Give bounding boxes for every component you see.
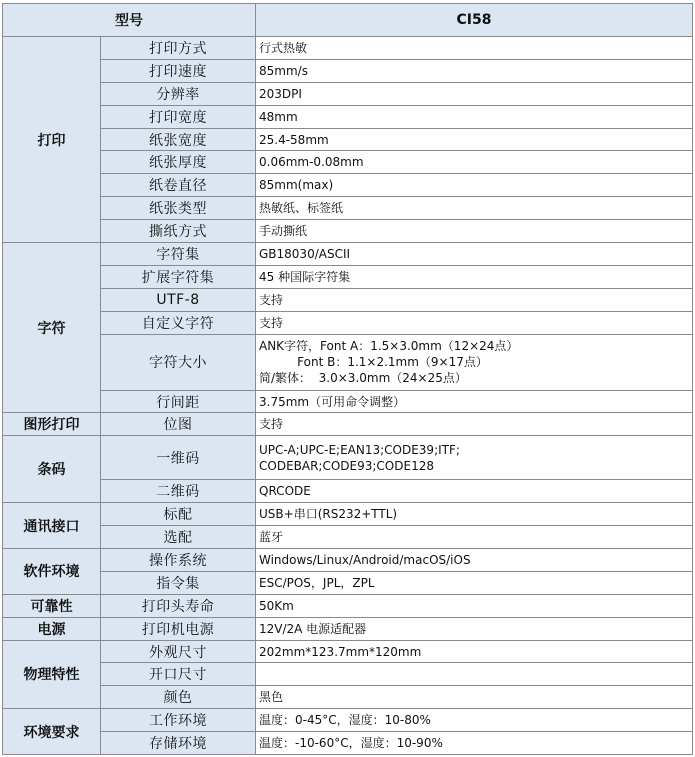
spec-value bbox=[256, 663, 693, 686]
spec-label: 工作环境 bbox=[101, 709, 256, 732]
spec-value: 行式热敏 bbox=[256, 37, 693, 60]
spec-label: 指令集 bbox=[101, 571, 256, 594]
category-environment: 环境要求 bbox=[3, 709, 101, 755]
spec-label: 选配 bbox=[101, 526, 256, 549]
category-software: 软件环境 bbox=[3, 549, 101, 595]
spec-label: 打印头寿命 bbox=[101, 594, 256, 617]
spec-label: 行间距 bbox=[101, 390, 256, 413]
spec-label: 标配 bbox=[101, 503, 256, 526]
spec-value: QRCODE bbox=[256, 480, 693, 503]
spec-value: 支持 bbox=[256, 288, 693, 311]
spec-value: 85mm(max) bbox=[256, 174, 693, 197]
spec-label: 打印方式 bbox=[101, 37, 256, 60]
value-line: Font B：1.1×2.1mm（9×17点） bbox=[259, 355, 488, 370]
spec-value: 支持 bbox=[256, 413, 693, 436]
spec-value: 25.4-58mm bbox=[256, 128, 693, 151]
spec-value: GB18030/ASCII bbox=[256, 243, 693, 266]
spec-value: 203DPI bbox=[256, 82, 693, 105]
spec-value: ESC/POS，JPL，ZPL bbox=[256, 571, 693, 594]
value-line: UPC-A;UPC-E;EAN13;CODE39;ITF; bbox=[259, 442, 460, 457]
spec-label: 操作系统 bbox=[101, 549, 256, 572]
spec-label: 分辨率 bbox=[101, 82, 256, 105]
spec-value: 温度：0-45°C，湿度：10-80% bbox=[256, 709, 693, 732]
spec-label: 颜色 bbox=[101, 686, 256, 709]
spec-label: 字符集 bbox=[101, 243, 256, 266]
spec-value-1d-code bbox=[256, 436, 693, 480]
spec-label: 纸张厚度 bbox=[101, 151, 256, 174]
spec-value: 支持 bbox=[256, 311, 693, 334]
spec-label: 纸卷直径 bbox=[101, 174, 256, 197]
spec-label: 二维码 bbox=[101, 480, 256, 503]
spec-label: 一维码 bbox=[101, 436, 256, 480]
spec-label: 开口尺寸 bbox=[101, 663, 256, 686]
spec-label: 撕纸方式 bbox=[101, 220, 256, 243]
spec-label: 打印机电源 bbox=[101, 617, 256, 640]
spec-value: 温度：-10-60°C，湿度：10-90% bbox=[256, 732, 693, 755]
spec-value: 45 种国际字符集 bbox=[256, 265, 693, 288]
value-line: CODEBAR;CODE93;CODE128 bbox=[259, 458, 434, 473]
value-line: 简/繁体： 3.0×3.0mm（24×25点） bbox=[259, 371, 467, 386]
spec-value: 手动撕纸 bbox=[256, 220, 693, 243]
spec-label: 存储环境 bbox=[101, 732, 256, 755]
spec-value: USB+串口(RS232+TTL) bbox=[256, 503, 693, 526]
spec-label: 打印宽度 bbox=[101, 105, 256, 128]
spec-value: 202mm*123.7mm*120mm bbox=[256, 640, 693, 663]
spec-label: 位图 bbox=[101, 413, 256, 436]
spec-value: 蓝牙 bbox=[256, 526, 693, 549]
spec-value: 12V/2A 电源适配器 bbox=[256, 617, 693, 640]
spec-label: 纸张宽度 bbox=[101, 128, 256, 151]
category-graphics: 图形打印 bbox=[3, 413, 101, 436]
spec-table bbox=[2, 3, 693, 755]
category-interface: 通讯接口 bbox=[3, 503, 101, 549]
model-label: 型号 bbox=[3, 4, 256, 37]
spec-label: UTF-8 bbox=[101, 288, 256, 311]
category-power: 电源 bbox=[3, 617, 101, 640]
category-characters: 字符 bbox=[3, 243, 101, 413]
spec-label: 自定义字符 bbox=[101, 311, 256, 334]
spec-value: 48mm bbox=[256, 105, 693, 128]
spec-label: 纸张类型 bbox=[101, 197, 256, 220]
spec-value: 0.06mm-0.08mm bbox=[256, 151, 693, 174]
spec-value-char-size bbox=[256, 334, 693, 390]
spec-label: 扩展字符集 bbox=[101, 265, 256, 288]
category-reliability: 可靠性 bbox=[3, 594, 101, 617]
spec-value: 3.75mm（可用命令调整） bbox=[256, 390, 693, 413]
spec-value: 85mm/s bbox=[256, 59, 693, 82]
category-print: 打印 bbox=[3, 37, 101, 243]
spec-value: 热敏纸、标签纸 bbox=[256, 197, 693, 220]
model-value: CI58 bbox=[256, 4, 693, 37]
value-line: ANK字符，Font A：1.5×3.0mm（12×24点） bbox=[259, 339, 519, 354]
spec-label: 字符大小 bbox=[101, 334, 256, 390]
category-physical: 物理特性 bbox=[3, 640, 101, 709]
category-barcode: 条码 bbox=[3, 436, 101, 503]
spec-value: Windows/Linux/Android/macOS/iOS bbox=[256, 549, 693, 572]
spec-value: 50Km bbox=[256, 594, 693, 617]
spec-value: 黑色 bbox=[256, 686, 693, 709]
spec-label: 打印速度 bbox=[101, 59, 256, 82]
spec-label: 外观尺寸 bbox=[101, 640, 256, 663]
